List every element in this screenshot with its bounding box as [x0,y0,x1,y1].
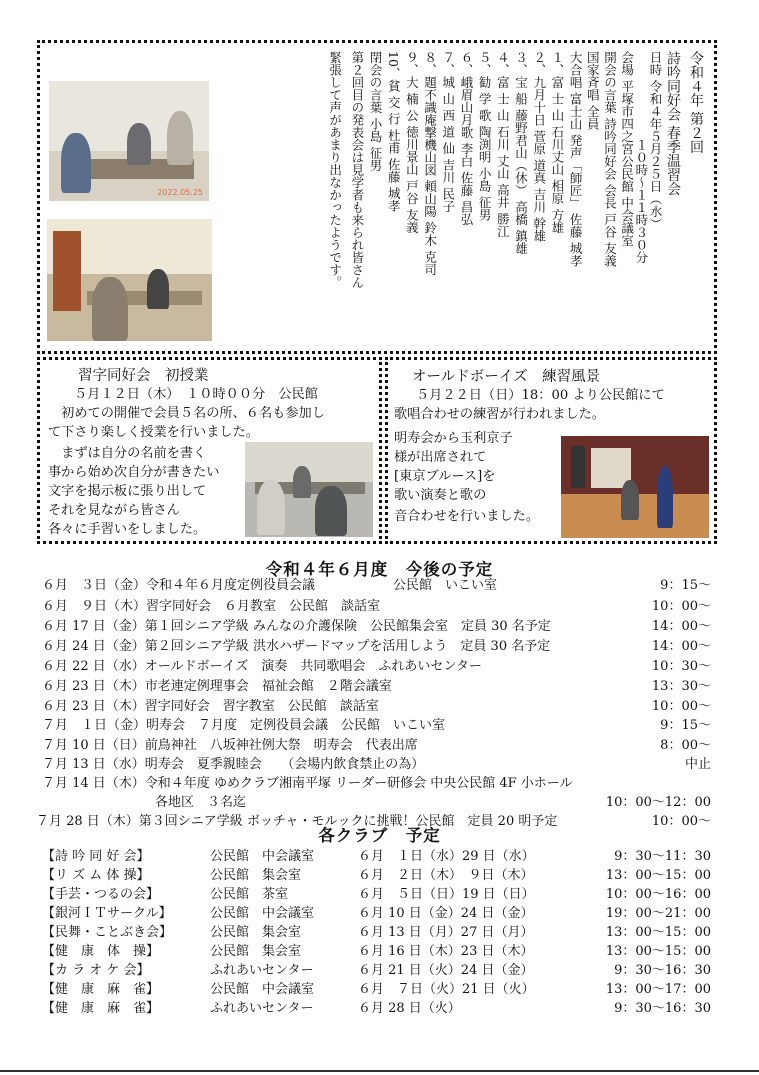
schedule-desc: ６月 17 日（金）第１回シニア学級 みんなの介護保険 公民館集会室 定員 30 名予定 [42,619,551,634]
schedule-desc: ６月 ９日（木）習字同好会 ６月教室 公民館 談話室 [42,599,381,614]
calligraphy-text: それを見ながら皆さん [48,503,180,518]
calligraphy-text: ５月１２日（木） １０時００分 公民館 [74,387,318,402]
calligraphy-photo [245,442,373,537]
calligraphy-text: まずは自分の名前を書く [48,446,207,461]
schedule-row [0,774,759,793]
club-time: 9：30～16：30 [614,963,711,978]
program-venue: 会場 平塚市四之宮公民館 中会議室 [619,51,635,247]
club-name: 【詩 吟 同 好 会】 [42,849,150,864]
club-time: 13：00～15：00 [605,925,711,940]
club-time: 13：00～17：00 [605,982,711,997]
club-row [0,942,759,961]
club-dates: ６月 ２日（木） ９日（木） [358,868,534,883]
schedule-time: 8：00～ [660,738,711,753]
club-place: 公民館 集会室 [210,925,302,940]
club-dates: ６月 13 日（月）27 日（月） [358,925,534,940]
club-place: 公民館 中会議室 [210,906,315,921]
schedule-time: 10：00～ [651,814,711,829]
program-anthem: 国家斉唱 全員 [585,51,601,130]
program-datetime: 日時 令和４年５月２５日（水） [648,51,663,230]
schedule-time: 9：15～ [660,718,711,733]
calligraphy-text: 事から始め次自分が書きたい [48,465,220,480]
oldboys-title: オールドボーイズ 練習風景 [412,369,601,385]
schedule-desc: ６月 24 日（金）第２回シニア学級 洪水ハザードマップを活用しよう 定員 30 名予定 [42,639,551,654]
calligraphy-text: 初めての開催で会員５名の所、６名も参加し [48,406,325,421]
schedule-title: 令和４年６月度 今後の予定 [265,560,494,579]
program-item: ８、題不識庵撃機山図 頼山陽 鈴木 克司 [422,51,438,276]
schedule-row [0,617,759,636]
calligraphy-text: て下さり楽しく授業を行いました。 [48,425,259,440]
club-place: 公民館 茶室 [210,887,289,902]
club-name: 【手芸・つるの会】 [42,887,160,902]
club-place: 公民館 中会議室 [210,982,315,997]
club-row [0,866,759,885]
schedule-row [0,697,759,716]
schedule-time: 10：00～12：00 [605,795,711,810]
club-place: 公民館 集会室 [210,944,302,959]
club-dates: ６月 ５日（日）19 日（日） [358,887,535,902]
schedule-row [0,677,759,696]
schedule-desc: ６月 23 日（木）習字同好会 習字教室 公民館 談話室 [42,699,379,714]
oldboys-text: 音合わせを行いました。 [394,509,540,524]
program-item: ３、宝 船 藤野君山（休） 高橋 鎮雄 [513,51,529,255]
schedule-time: 14：00～ [651,639,711,654]
photo-date-stamp: 2022.05.25 [157,188,203,197]
program-closing: 閉会の言葉 小島 征男 [368,51,383,172]
club-place: 公民館 集会室 [210,868,302,883]
calligraphy-text: 各々に手習いをしました。 [48,522,207,537]
club-name: 【健 康 麻 雀】 [42,982,160,997]
calligraphy-section [37,357,382,544]
recital-photo-1 [49,81,209,201]
schedule-time: 中止 [684,757,711,772]
schedule-time: 14：00～ [651,619,711,634]
club-time: 9：30～11：30 [614,849,711,864]
schedule-time: 10：00～ [651,699,711,714]
schedule-row [0,793,759,812]
club-row [0,980,759,999]
program-opening: 開会の言葉 詩吟同好会 会長 戸谷 友義 [602,51,618,267]
oldboys-text: 様が出席されて [394,450,487,465]
club-name: 【銀河ＩＴサークル】 [42,906,172,921]
schedule-desc: ６月 23 日（木）市老連定例理事会 福祉会館 ２階会議室 [42,679,392,694]
club-name: 【健 康 体 操】 [42,944,160,959]
club-name: 【リ ズ ム 体 操】 [42,868,150,883]
recital-photo-2 [47,219,212,341]
club-place: ふれあいセンター [210,963,314,978]
schedule-desc: ７月 28 日（木）第３回シニア学級 ボッチャ・モルックに挑戦！公民館 定員 20 明予定 [36,814,558,829]
oldboys-text: [東京ブルース]を [394,469,496,484]
club-row [0,885,759,904]
schedule-desc: ７月 10 日（日）前鳥神社 八坂神社例大祭 明寿会 代表出席 [42,738,418,753]
recital-comment: 第２回目の発表会は見学者も来られ皆さん [349,51,365,289]
schedule-row [0,597,759,616]
program-item: 10、貧 交 行 杜甫 佐藤 城孝 [386,51,402,212]
clubs-title: 各クラブ 予定 [318,826,441,845]
program-item: ７、城 山 西 道 仙 吉川 民子 [440,51,456,213]
schedule-row [0,736,759,755]
club-dates: ６月 28 日（火） [358,1001,461,1016]
club-row [0,847,759,866]
club-row [0,904,759,923]
club-row [0,923,759,942]
program-item: ４、富 士 山 石川 丈山 高井 勝江 [495,51,511,238]
schedule-row [0,637,759,656]
oldboys-text: 歌い演奏と歌の [394,488,487,503]
program-item: １、富 士 山 石川丈山 相原 方雄 [549,51,565,234]
club-time: 13：00～15：00 [605,868,711,883]
schedule-time: 9：15～ [660,578,711,593]
club-place: ふれあいセンター [210,1001,314,1016]
oldboys-text: ５月２２日（日）18：00 より公民館にて [416,388,665,403]
club-name: 【カ ラ オ ケ 会】 [42,963,150,978]
bottom-rule [0,1070,759,1072]
program-title: 令和４年 第２回 [688,51,704,154]
oldboys-photo [561,436,709,538]
schedule-row [0,755,759,774]
program-chorus: 大合唱 富士山 発声「師匠」 佐藤 城孝 [568,51,584,267]
program-item: ６、峨眉山月歌 李白 佐藤 昌弘 [458,51,474,226]
recital-section [37,40,717,354]
schedule-time: 10：00～ [651,599,711,614]
club-dates: ６月 21 日（火）24 日（金） [358,963,534,978]
program-time: １０時～１１時３０分 [633,51,649,264]
club-dates: ６月 ７日（火）21 日（火） [358,982,535,997]
program-item: ２、九月十日 菅原 道真 吉川 幹雄 [531,51,547,242]
club-name: 【民舞・ことぶき会】 [42,925,173,940]
club-time: 19：00～21：00 [605,906,711,921]
oldboys-text: 明寿会から玉利京子 [394,431,513,446]
calligraphy-title: 習字同好会 初授業 [78,368,209,384]
oldboys-section [385,357,717,544]
club-name: 【健 康 麻 雀】 [42,1001,160,1016]
club-dates: ６月 １日（水）29 日（水） [358,849,535,864]
schedule-desc: ７月 14 日（木）令和４年度 ゆめクラブ湘南平塚 リーダー研修会 中央公民館 4F 小ホール [42,776,573,791]
schedule-desc: ６月 ３日（金）令和４年６月度定例役員会議 公民館 いこい室 [42,578,498,593]
club-dates: ６月 16 日（木）23 日（木） [358,944,534,959]
schedule-row [0,716,759,735]
club-time: 13：00～15：00 [605,944,711,959]
club-dates: ６月 10 日（金）24 日（金） [358,906,534,921]
schedule-time: 13：30～ [651,679,711,694]
calligraphy-text: 文字を掲示板に張り出して [48,484,207,499]
schedule-row [0,657,759,676]
program-item: ９、大 楠 公 徳川景山 戸谷 友義 [404,51,420,234]
recital-program [323,51,706,289]
program-subtitle: 詩吟同好会 春季温習会 [665,51,681,196]
schedule-row [0,576,759,595]
schedule-desc: ６月 22 日（水）オールドボーイズ 演奏 共同歌唱会 ふれあいセンター [42,659,482,674]
program-item: ５、勧 学 歌 陶渕明 小島 征男 [477,51,493,221]
club-row [0,961,759,980]
recital-comment: 緊張して声があまり出なかったようです。 [327,51,343,289]
club-place: 公民館 中会議室 [210,849,315,864]
club-row [0,999,759,1018]
schedule-desc: 各地区 ３名迄 [155,795,247,810]
schedule-time: 10：30～ [651,659,711,674]
club-time: 10：00～16：00 [605,887,711,902]
club-time: 9：30～16：30 [614,1001,711,1016]
schedule-desc: ７月 13 日（水）明寿会 夏季親睦会 （会場内飲食禁止の為） [42,757,425,772]
oldboys-text: 歌唱合わせの練習が行われました。 [394,407,605,422]
schedule-desc: ７月 １日（金）明寿会 ７月度 定例役員会議 公民館 いこい室 [42,718,446,733]
